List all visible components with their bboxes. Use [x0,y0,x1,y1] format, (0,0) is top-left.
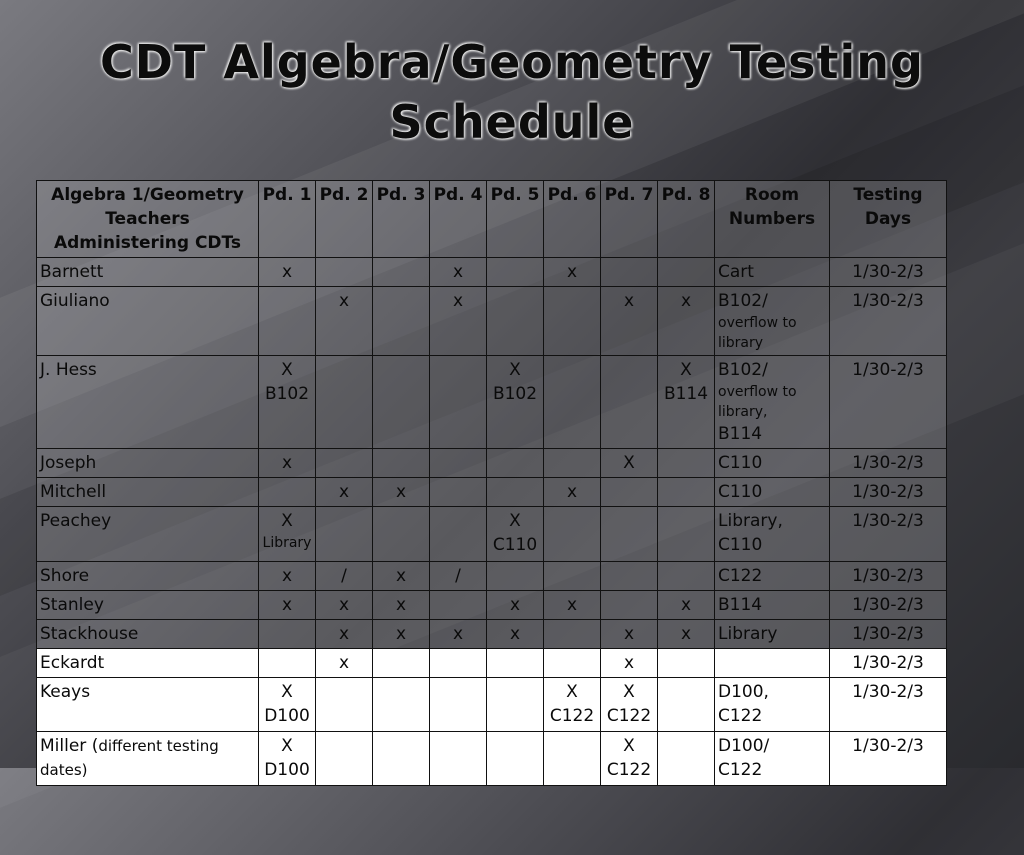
period-cell [658,507,715,562]
period-cell: x [316,649,373,678]
period-cell: x [601,620,658,649]
room-cell: Cart [715,258,830,287]
period-cell: X B114 [658,356,715,449]
period-cell [430,678,487,732]
period-cell: X Library [259,507,316,562]
room-cell: C110 [715,478,830,507]
period-cell: x [316,620,373,649]
period-cell: x [487,591,544,620]
days-cell: 1/30-2/3 [830,287,947,356]
room-cell: C110 [715,449,830,478]
period-cell: x [487,620,544,649]
period-cell [430,591,487,620]
days-cell: 1/30-2/3 [830,562,947,591]
period-cell [544,449,601,478]
period-cell: x [373,620,430,649]
period-cell [544,562,601,591]
period-cell: X B102 [487,356,544,449]
period-cell [658,258,715,287]
period-cell: x [544,478,601,507]
period-cell [316,449,373,478]
room-cell: Library [715,620,830,649]
period-cell [658,649,715,678]
period-cell [430,449,487,478]
header-teachers: Algebra 1/Geometry Teachers Administering CDTs [37,181,259,258]
period-cell [373,356,430,449]
period-cell [373,649,430,678]
table-row-peachey [37,507,947,562]
days-cell: 1/30-2/3 [830,620,947,649]
period-cell [544,287,601,356]
teacher-name: Giuliano [37,287,259,356]
period-cell [658,732,715,786]
teacher-name: Barnett [37,258,259,287]
days-cell: 1/30-2/3 [830,591,947,620]
table-row-shore [37,562,947,591]
period-cell [658,562,715,591]
period-cell [544,649,601,678]
period-cell: x [430,258,487,287]
period-cell [601,356,658,449]
table-row-stanley [37,591,947,620]
teacher-name: Joseph [37,449,259,478]
period-cell: x [316,591,373,620]
days-cell: 1/30-2/3 [830,649,947,678]
period-cell [373,732,430,786]
days-cell: 1/30-2/3 [830,449,947,478]
teacher-name: Stanley [37,591,259,620]
testing-schedule-table [36,180,947,786]
table-row-stackhouse [37,620,947,649]
period-cell [487,478,544,507]
header-row [37,181,947,258]
period-cell [487,258,544,287]
period-cell [316,678,373,732]
table-row-keays [37,678,947,732]
period-cell [601,591,658,620]
table-row-miller [37,732,947,786]
period-cell [316,732,373,786]
table-row-eckardt [37,649,947,678]
room-cell: Library, C110 [715,507,830,562]
period-cell [487,678,544,732]
period-cell [259,649,316,678]
period-cell: X D100 [259,732,316,786]
teacher-name: Shore [37,562,259,591]
period-cell [373,258,430,287]
period-cell [658,478,715,507]
period-cell: X [601,449,658,478]
period-cell [430,507,487,562]
period-cell: X C122 [544,678,601,732]
period-cell [373,449,430,478]
period-cell [487,732,544,786]
period-cell: x [373,591,430,620]
period-cell [544,507,601,562]
period-cell [658,449,715,478]
header-pd-4: Pd. 4 [430,181,487,258]
teacher-name: Miller (different testing dates) [37,732,259,786]
header-pd-1: Pd. 1 [259,181,316,258]
period-cell [316,258,373,287]
period-cell [658,678,715,732]
period-cell [316,507,373,562]
header-pd-3: Pd. 3 [373,181,430,258]
period-cell [487,449,544,478]
period-cell: X C122 [601,732,658,786]
header-room-numbers: Room Numbers [715,181,830,258]
period-cell [487,562,544,591]
header-pd-6: Pd. 6 [544,181,601,258]
days-cell: 1/30-2/3 [830,478,947,507]
period-cell: x [430,287,487,356]
room-cell [715,649,830,678]
teacher-name: Peachey [37,507,259,562]
table-row-giuliano [37,287,947,356]
period-cell [544,620,601,649]
period-cell [259,287,316,356]
room-cell: D100/ C122 [715,732,830,786]
table-row-joseph [37,449,947,478]
period-cell: X B102 [259,356,316,449]
period-cell [601,478,658,507]
table-row-barnett [37,258,947,287]
period-cell [544,356,601,449]
header-pd-2: Pd. 2 [316,181,373,258]
header-pd-5: Pd. 5 [487,181,544,258]
days-cell: 1/30-2/3 [830,356,947,449]
period-cell: / [316,562,373,591]
header-pd-8: Pd. 8 [658,181,715,258]
period-cell [430,732,487,786]
period-cell: x [658,591,715,620]
period-cell: x [430,620,487,649]
period-cell [259,620,316,649]
period-cell [430,478,487,507]
teacher-name: Stackhouse [37,620,259,649]
period-cell: X C122 [601,678,658,732]
days-cell: 1/30-2/3 [830,258,947,287]
period-cell [259,478,316,507]
period-cell: x [658,620,715,649]
period-cell: x [544,258,601,287]
period-cell [487,649,544,678]
period-cell [601,507,658,562]
period-cell [601,258,658,287]
period-cell: X C110 [487,507,544,562]
period-cell: x [259,591,316,620]
days-cell: 1/30-2/3 [830,678,947,732]
period-cell [373,678,430,732]
days-cell: 1/30-2/3 [830,507,947,562]
period-cell: X D100 [259,678,316,732]
header-testing-days: Testing Days [830,181,947,258]
teacher-name: Eckardt [37,649,259,678]
teacher-name: Mitchell [37,478,259,507]
period-cell [373,507,430,562]
period-cell: x [601,287,658,356]
period-cell [544,732,601,786]
room-cell: B102/ overflow to library, B114 [715,356,830,449]
period-cell [316,356,373,449]
period-cell [430,356,487,449]
room-cell: B102/ overflow to library [715,287,830,356]
header-pd-7: Pd. 7 [601,181,658,258]
period-cell: x [373,562,430,591]
days-cell: 1/30-2/3 [830,732,947,786]
period-cell: x [316,287,373,356]
period-cell [601,562,658,591]
title-line-2: Schedule [389,95,635,149]
period-cell: x [259,258,316,287]
period-cell: x [658,287,715,356]
room-cell: D100, C122 [715,678,830,732]
room-cell: B114 [715,591,830,620]
table-row-mitchell [37,478,947,507]
period-cell: x [544,591,601,620]
period-cell: x [373,478,430,507]
period-cell [487,287,544,356]
period-cell: x [316,478,373,507]
period-cell: / [430,562,487,591]
room-cell: C122 [715,562,830,591]
period-cell [430,649,487,678]
period-cell [373,287,430,356]
period-cell: x [601,649,658,678]
period-cell: x [259,449,316,478]
title-line-1: CDT Algebra/Geometry Testing [100,35,924,89]
teacher-name: Keays [37,678,259,732]
teacher-name: J. Hess [37,356,259,449]
page-title [0,32,1024,152]
period-cell: x [259,562,316,591]
table-row-j-hess [37,356,947,449]
